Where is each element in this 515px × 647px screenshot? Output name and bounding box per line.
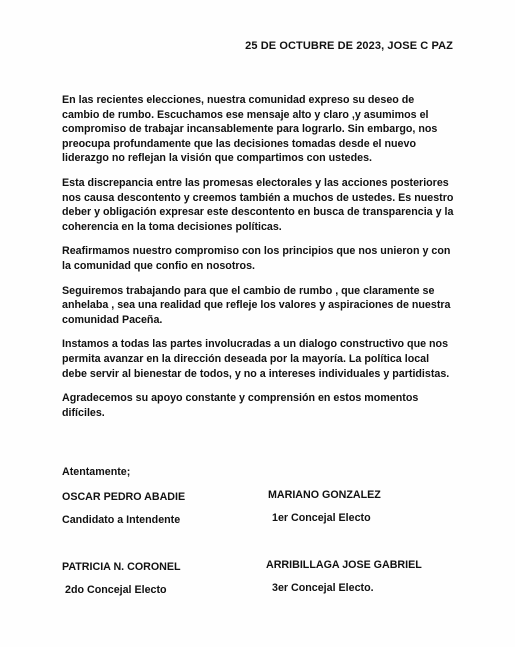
paragraph-4: Seguiremos trabajando para que el cambio de rumbo , que claramente se anhelaba , sea una realidad que refleje los valores y aspiraciones de nuestra comunidad Paceña. bbox=[62, 284, 451, 326]
signatory-role: Candidato a Intendente bbox=[62, 514, 181, 526]
signatory-role: 3er Concejal Electo. bbox=[272, 582, 374, 594]
paragraph-2: Esta discrepancia entre las promesas electorales y las acciones posteriores nos causa descontento y creemos también a muchos de ustedes. Es nuestro deber y obligación expresar este descontento en busca de transparencia y la coherencia en la toma decisiones políticas. bbox=[62, 176, 454, 233]
paragraph-1: En las recientes elecciones, nuestra comunidad expreso su deseo de cambio de rumbo. Escuchamos ese mensaje alto y claro ,y asumimos el compromiso de trabajar incansablemente para lograrlo. Sin embargo, nos preocupa profundamente que las decisiones tomadas desde el nuevo liderazgo no reflejan la visión que compartimos con ustedes. bbox=[62, 94, 438, 165]
signatory-4 bbox=[266, 559, 422, 594]
signatory-1 bbox=[62, 491, 185, 526]
paragraph-6: Agradecemos su apoyo constante y comprensión en estos momentos difíciles. bbox=[62, 392, 419, 419]
signatory-role: 1er Concejal Electo bbox=[272, 512, 371, 524]
dateline: 25 DE OCTUBRE DE 2023, JOSE C PAZ bbox=[245, 40, 453, 52]
closing-salutation: Atentamente; bbox=[62, 466, 131, 478]
letter-body bbox=[62, 93, 454, 430]
signatory-3 bbox=[62, 561, 181, 596]
signatory-name: ARRIBILLAGA JOSE GABRIEL bbox=[266, 559, 422, 571]
signatory-2 bbox=[268, 489, 381, 524]
paragraph-5: Instamos a todas las partes involucradas a un dialogo constructivo que nos permita avanzar en la dirección deseada por la mayoría. La política local debe servir al bienestar de todos, y no a intereses individuales y partidistas. bbox=[62, 338, 450, 380]
signatory-role: 2do Concejal Electo bbox=[65, 584, 167, 596]
signatory-name: PATRICIA N. CORONEL bbox=[62, 561, 181, 573]
signatory-name: OSCAR PEDRO ABADIE bbox=[62, 491, 186, 503]
paragraph-3: Reafirmamos nuestro compromiso con los principios que nos unieron y con la comunidad que confio en nosotros. bbox=[62, 245, 451, 272]
signatory-name: MARIANO GONZALEZ bbox=[268, 489, 381, 501]
